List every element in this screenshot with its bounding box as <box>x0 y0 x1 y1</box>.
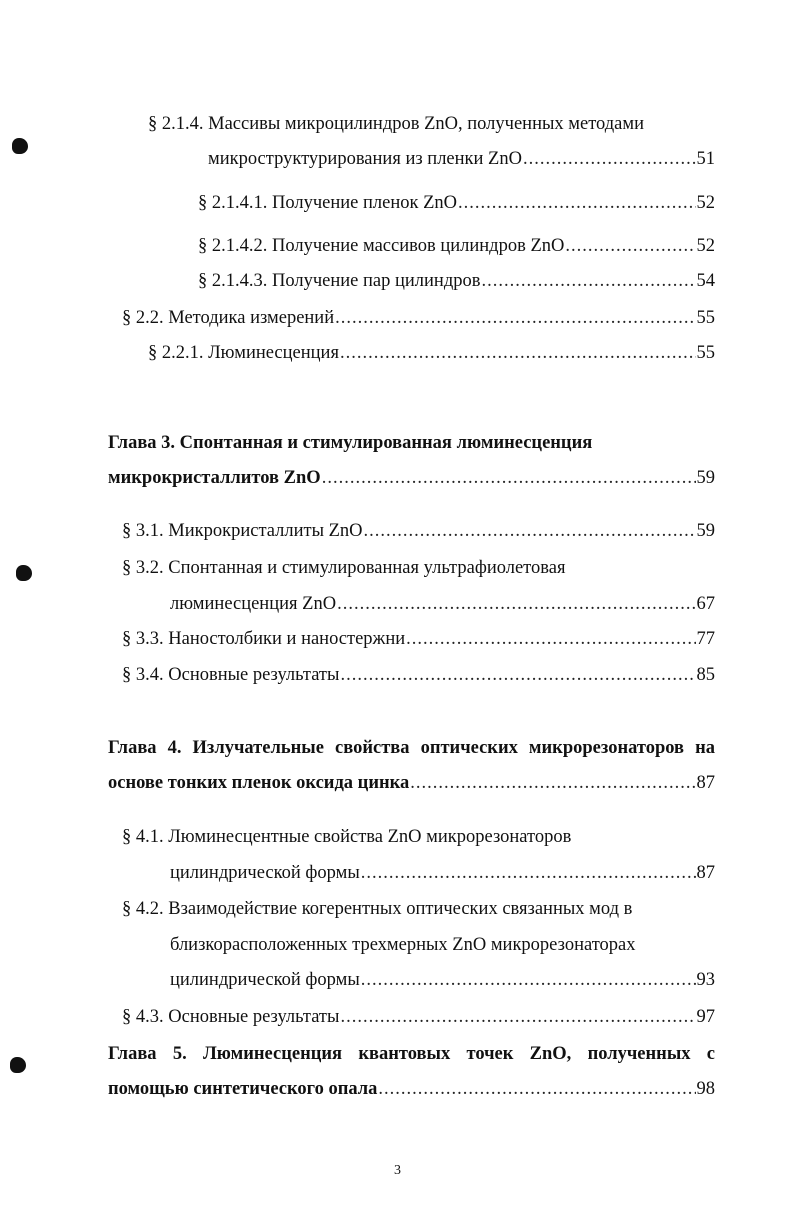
toc-page-number: 67 <box>696 594 715 614</box>
toc-chapter-title: микрокристаллитов ZnO <box>108 468 321 488</box>
toc-leader-dots <box>340 664 695 686</box>
toc-chapter-title: помощью синтетического опала <box>108 1079 378 1099</box>
toc-leader-dots <box>322 467 696 489</box>
toc-entry-text: § 4.2. Взаимодействие когерентных оптических связанных мод в <box>122 899 633 919</box>
toc-entry-text: микроструктурирования из пленки ZnO <box>208 149 522 169</box>
toc-page-number: 51 <box>696 149 715 169</box>
toc-page-number: 55 <box>696 308 715 328</box>
toc-entry-text: § 3.1. Микрокристаллиты ZnO <box>122 521 363 541</box>
toc-entry-text: § 4.3. Основные результаты <box>122 1007 340 1027</box>
toc-page-number: 77 <box>696 629 715 649</box>
toc-leader-dots <box>335 307 695 329</box>
toc-page-number: 52 <box>696 236 715 256</box>
toc-entry-2-1-4-3 <box>198 270 715 292</box>
scan-blot-middle <box>16 565 32 581</box>
toc-leader-dots <box>340 342 696 364</box>
toc-page-number: 87 <box>696 773 715 793</box>
toc-entry-4-1-line2 <box>170 862 715 884</box>
toc-entry-4-2-line1 <box>122 898 632 920</box>
toc-page-number: 87 <box>696 863 715 883</box>
toc-leader-dots <box>340 1006 695 1028</box>
toc-entry-text: § 2.1.4. Массивы микроцилиндров ZnO, полученных методами <box>148 114 644 134</box>
toc-entry-text: цилиндрической формы <box>170 863 360 883</box>
toc-leader-dots <box>410 772 695 794</box>
toc-chapter-title: Глава 4. Излучательные свойства оптических микрорезонаторов на <box>108 738 715 758</box>
toc-page-number: 85 <box>696 665 715 685</box>
toc-entry-3-4 <box>122 664 715 686</box>
toc-chapter-4-line1 <box>108 737 715 759</box>
toc-leader-dots <box>406 628 695 650</box>
toc-entry-4-2-line2 <box>170 934 636 956</box>
toc-entry-text: § 2.2.1. Люминесценция <box>148 343 339 363</box>
toc-entry-text: § 2.1.4.1. Получение пленок ZnO <box>198 193 458 213</box>
toc-page-number: 52 <box>696 193 715 213</box>
toc-entry-4-3 <box>122 1006 715 1028</box>
toc-entry-2-2-1 <box>148 342 715 364</box>
toc-chapter-5-line1 <box>108 1043 715 1065</box>
toc-entry-text: § 3.2. Спонтанная и стимулированная ультрафиолетовая <box>122 558 566 578</box>
toc-page-number: 98 <box>696 1079 715 1099</box>
toc-entry-4-2-line3 <box>170 969 715 991</box>
toc-page-number: 54 <box>696 271 715 291</box>
toc-entry-text: § 2.1.4.3. Получение пар цилиндров <box>198 271 481 291</box>
toc-entry-2-1-4-1 <box>198 192 715 214</box>
toc-chapter-title: Глава 5. Люминесценция квантовых точек ZnO, полученных с <box>108 1044 715 1064</box>
toc-leader-dots <box>458 192 695 214</box>
toc-entry-2-1-4-line2 <box>208 148 715 170</box>
toc-entry-3-2-line1 <box>122 557 565 579</box>
toc-leader-dots <box>364 520 696 542</box>
toc-page-number: 55 <box>696 343 715 363</box>
page-number: 3 <box>394 1163 401 1178</box>
toc-leader-dots <box>565 235 695 257</box>
toc-entry-2-1-4-line1 <box>148 113 644 135</box>
toc-leader-dots <box>481 270 695 292</box>
toc-entry-3-3 <box>122 628 715 650</box>
toc-page-number: 93 <box>696 970 715 990</box>
toc-leader-dots <box>337 593 695 615</box>
toc-page-number: 97 <box>696 1007 715 1027</box>
toc-chapter-3-line2 <box>108 467 715 489</box>
toc-entry-text: близкорасположенных трехмерных ZnO микрорезонаторах <box>170 935 636 955</box>
toc-entry-text: люминесценция ZnO <box>170 594 337 614</box>
toc-chapter-4-line2 <box>108 772 715 794</box>
toc-entry-3-2-line2 <box>170 593 715 615</box>
toc-page-number: 59 <box>696 521 715 541</box>
toc-entry-text: § 4.1. Люминесцентные свойства ZnO микрорезонаторов <box>122 827 572 847</box>
toc-leader-dots <box>523 148 696 170</box>
toc-entry-2-1-4-2 <box>198 235 715 257</box>
toc-entry-text: § 2.1.4.2. Получение массивов цилиндров ZnO <box>198 236 565 256</box>
toc-entry-text: цилиндрической формы <box>170 970 360 990</box>
toc-leader-dots <box>361 862 696 884</box>
toc-leader-dots <box>378 1078 695 1100</box>
toc-entry-text: § 2.2. Методика измерений <box>122 308 335 328</box>
toc-entry-4-1-line1 <box>122 826 571 848</box>
toc-page-number: 59 <box>696 468 715 488</box>
toc-entry-2-2 <box>122 307 715 329</box>
toc-entry-text: § 3.3. Наностолбики и наностержни <box>122 629 406 649</box>
toc-chapter-3-line1 <box>108 432 592 454</box>
scan-blot-top <box>12 138 28 154</box>
toc-leader-dots <box>361 969 696 991</box>
toc-entry-3-1 <box>122 520 715 542</box>
toc-chapter-5-line2 <box>108 1078 715 1100</box>
toc-chapter-title: основе тонких пленок оксида цинка <box>108 773 410 793</box>
toc-chapter-title: Глава 3. Спонтанная и стимулированная люминесценция <box>108 433 593 453</box>
toc-entry-text: § 3.4. Основные результаты <box>122 665 340 685</box>
scan-blot-bottom <box>10 1057 26 1073</box>
